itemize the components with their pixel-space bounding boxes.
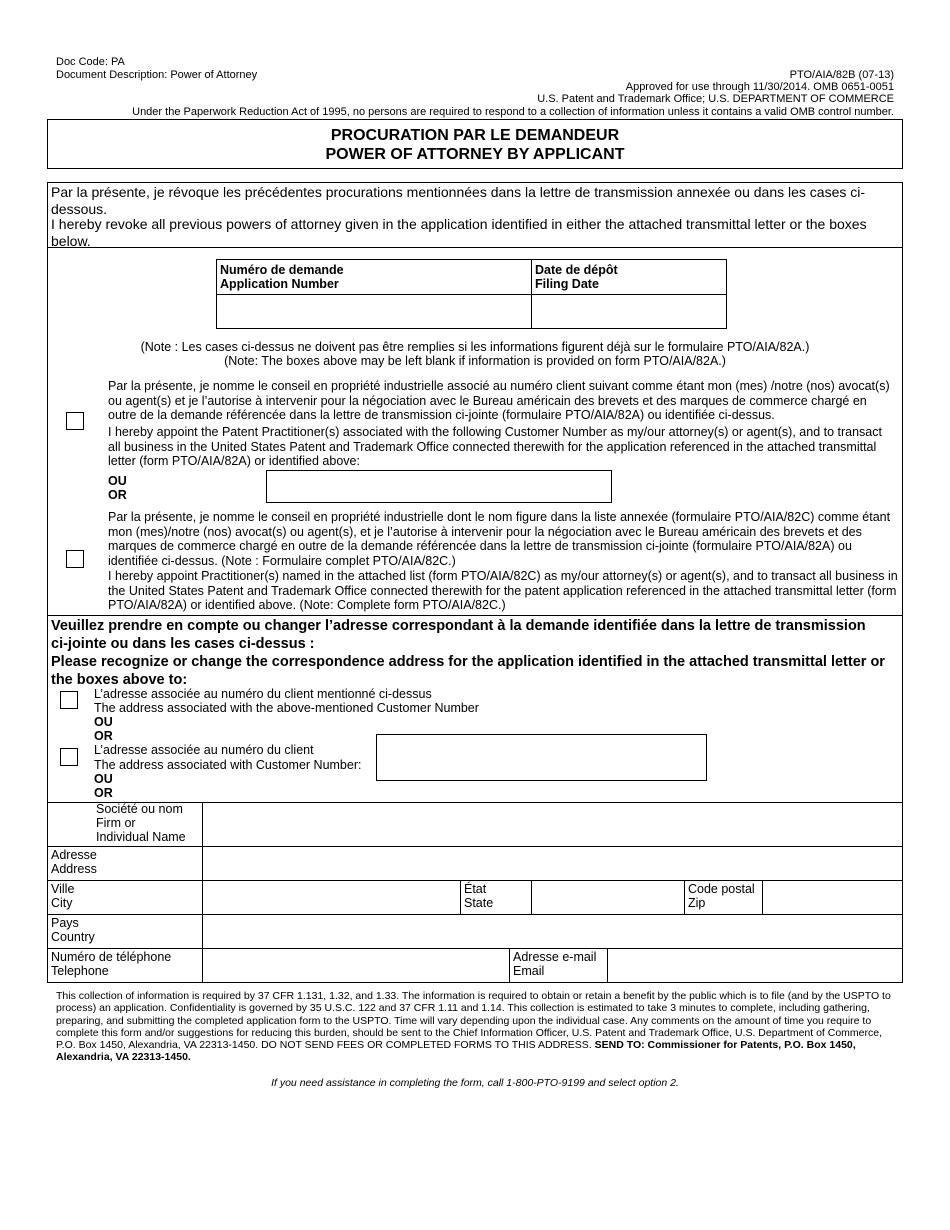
or-fr-2: OU: [94, 715, 113, 729]
or-fr-1: OU: [108, 474, 127, 488]
title-fr: PROCURATION PAR LE DEMANDEUR: [330, 127, 620, 144]
phone-input[interactable]: [203, 949, 508, 982]
title-en: POWER OF ATTORNEY BY APPLICANT: [325, 146, 625, 163]
doc-code: Doc Code: PA: [56, 56, 125, 68]
email-label-fr: Adresse e-mail: [513, 950, 597, 964]
or-en-3: OR: [94, 786, 113, 800]
filing-date-label-en: Filing Date: [535, 277, 599, 291]
customer-number-input[interactable]: [266, 470, 612, 503]
address-opt2-checkbox[interactable]: [60, 748, 78, 766]
address-opt1-en: The address associated with the above-mentioned Customer Number: [94, 701, 479, 715]
or-fr-3: OU: [94, 772, 113, 786]
burden-text: This collection of information is required by 37 CFR 1.131, 1.32, and 1.33. The information is required to obtain or retain a benefit by the public which is to file (and by the USPTO to process) an application. Confidentiality is governed by 35 U.S.C. 122 and 37 CFR 1.11 and 1.14. This collection is estimated to take 3 minutes to complete, including gathering, preparing, and submitting the completed application form to the USPTO. Time will vary depending upon the individual case. Any comments on the amount of time you require to complete this form and/or suggestions for reducing this burden, should be sent to the Chief Information Officer, U.S. Patent and Trademark Office, U.S. Department of Commerce, P.O. Box 1450, Alexandria, VA 22313-1450. DO NOT SEND FEES OR COMPLETED FORMS TO THIS ADDRESS.: [56, 990, 891, 1052]
app-number-label-fr: Numéro de demande: [220, 263, 344, 277]
email-input[interactable]: [608, 949, 902, 982]
country-label-en: Country: [51, 930, 95, 944]
state-label-en: State: [464, 896, 494, 910]
app-number-input[interactable]: [217, 295, 530, 328]
country-input[interactable]: [203, 915, 902, 947]
title-box: [47, 119, 903, 169]
appoint-list-checkbox[interactable]: [66, 550, 84, 568]
send-to-text: SEND TO: Commissioner for Patents, P.O. Box 1450, Alexandria, VA 22313-1450.: [56, 1039, 856, 1064]
firm-label-fr: Société ou nom: [96, 802, 183, 816]
city-input[interactable]: [203, 881, 459, 913]
appoint-customer-checkbox[interactable]: [66, 412, 84, 430]
note-en: (Note: The boxes above may be left blank if information is provided on form PTO/AIA/82A.): [224, 354, 726, 368]
address-input[interactable]: [203, 847, 902, 879]
revoke-en: I hereby revoke all previous powers of attorney given in the application identified in either the attached transmittal letter or the boxes below.: [51, 216, 867, 249]
firm-name-input[interactable]: [203, 803, 902, 845]
firm-label-en1: Firm or: [96, 816, 136, 830]
phone-label-fr: Numéro de téléphone: [51, 950, 172, 964]
address-opt2-fr: L’adresse associée au numéro du client: [94, 743, 314, 757]
city-label-en: City: [51, 896, 73, 910]
app-number-label-en: Application Number: [220, 277, 339, 291]
revoke-fr: Par la présente, je révoque les précédentes procurations mentionnées dans la lettre de transmission annexée ou dans les cases ci-dessous.: [51, 184, 866, 217]
zip-label-fr: Code postal: [688, 882, 755, 896]
address-label-en: Address: [51, 862, 97, 876]
firm-label-en2: Individual Name: [96, 830, 186, 844]
form-number: PTO/AIA/82B (07-13): [789, 69, 894, 81]
correspondence-heading-fr: Veuillez prendre en compte ou changer l’adresse correspondant à la demande identifiée dans la lettre de transmission ci-jointe ou dans les cases ci-dessus :: [51, 618, 866, 652]
zip-input[interactable]: [763, 881, 902, 913]
correspondence-heading-en: Please recognize or change the correspondence address for the application identified in the attached transmittal letter or the boxes above to:: [51, 654, 885, 688]
assistance-text: If you need assistance in completing the form, call 1-800-PTO-9199 and select option 2.: [271, 1077, 679, 1089]
or-en-1: OR: [108, 488, 127, 502]
address-label-fr: Adresse: [51, 848, 97, 862]
country-label-fr: Pays: [51, 916, 79, 930]
filing-date-label-fr: Date de dépôt: [535, 263, 618, 277]
phone-label-en: Telephone: [51, 964, 109, 978]
email-label-en: Email: [513, 964, 545, 978]
burden-statement: [56, 990, 898, 1064]
filing-date-input[interactable]: [532, 295, 726, 328]
doc-description: Document Description: Power of Attorney: [56, 69, 258, 81]
address-opt1-checkbox[interactable]: [60, 691, 78, 709]
address-opt1-fr: L’adresse associée au numéro du client mentionné ci-dessus: [94, 687, 432, 701]
state-label-fr: État: [464, 882, 487, 896]
or-en-2: OR: [94, 729, 113, 743]
note-fr: (Note : Les cases ci-dessus ne doivent pas être remplies si les informations figurent déjà sur le formulaire PTO/AIA/82A.): [140, 340, 810, 354]
correspondence-customer-number-input[interactable]: [376, 734, 707, 781]
paperwork-notice: Under the Paperwork Reduction Act of 1995, no persons are required to respond to a collection of information unless it contains a valid OMB control number.: [132, 106, 894, 118]
state-input[interactable]: [532, 881, 683, 913]
appoint-list-en: I hereby appoint Practitioner(s) named in the attached list (form PTO/AIA/82C) as my/our attorney(s) or agent(s), and to transact all business in the United States Patent and Trademark Office connected therewith for the patent application referenced in the attached transmittal letter (form PTO/AIA/82A) or identified above. (Note: Complete form PTO/AIA/82C.): [108, 569, 898, 612]
appoint-customer-en: I hereby appoint the Patent Practitioner(s) associated with the following Customer Number as my/our attorney(s) or agent(s), and to transact all business in the United States Patent and Trademark Office connected therewith for the application referenced in the attached transmittal letter (form PTO/AIA/82A) or identified above:: [108, 425, 882, 468]
address-opt2-en: The address associated with Customer Number:: [94, 758, 362, 772]
office-text: U.S. Patent and Trademark Office; U.S. DEPARTMENT OF COMMERCE: [537, 93, 894, 105]
zip-label-en: Zip: [688, 896, 706, 910]
appoint-customer-fr: Par la présente, je nomme le conseil en propriété industrielle associé au numéro client suivant comme étant mon (mes) /notre (nos) avocat(s) ou agent(s) et je l’autorise à intervenir pour la négociation avec le Bureau américain des brevets et des marques de commerce chargé en outre de la demande référencée dans la lettre de transmission ci-jointe (formulaire PTO/AIA/82A) ou identifiée ci-dessus.: [108, 379, 890, 422]
appoint-list-fr: Par la présente, je nomme le conseil en propriété industrielle dont le nom figure dans la liste annexée (formulaire PTO/AIA/82C) comme étant mon (mes)/notre (nos) avocat(s) ou agent(s), et je l’autorise à intervenir pour la négociation avec le Bureau américain des brevets et des marques de commerce chargé en outre de la demande référencée dans la lettre de transmission ci-jointe (formulaire PTO/AIA/82A) ou identifiée ci-dessus. (Note : Formulaire complet PTO/AIA/82C.): [108, 510, 891, 568]
city-label-fr: Ville: [51, 882, 75, 896]
approval-text: Approved for use through 11/30/2014. OMB 0651-0051: [625, 81, 894, 93]
